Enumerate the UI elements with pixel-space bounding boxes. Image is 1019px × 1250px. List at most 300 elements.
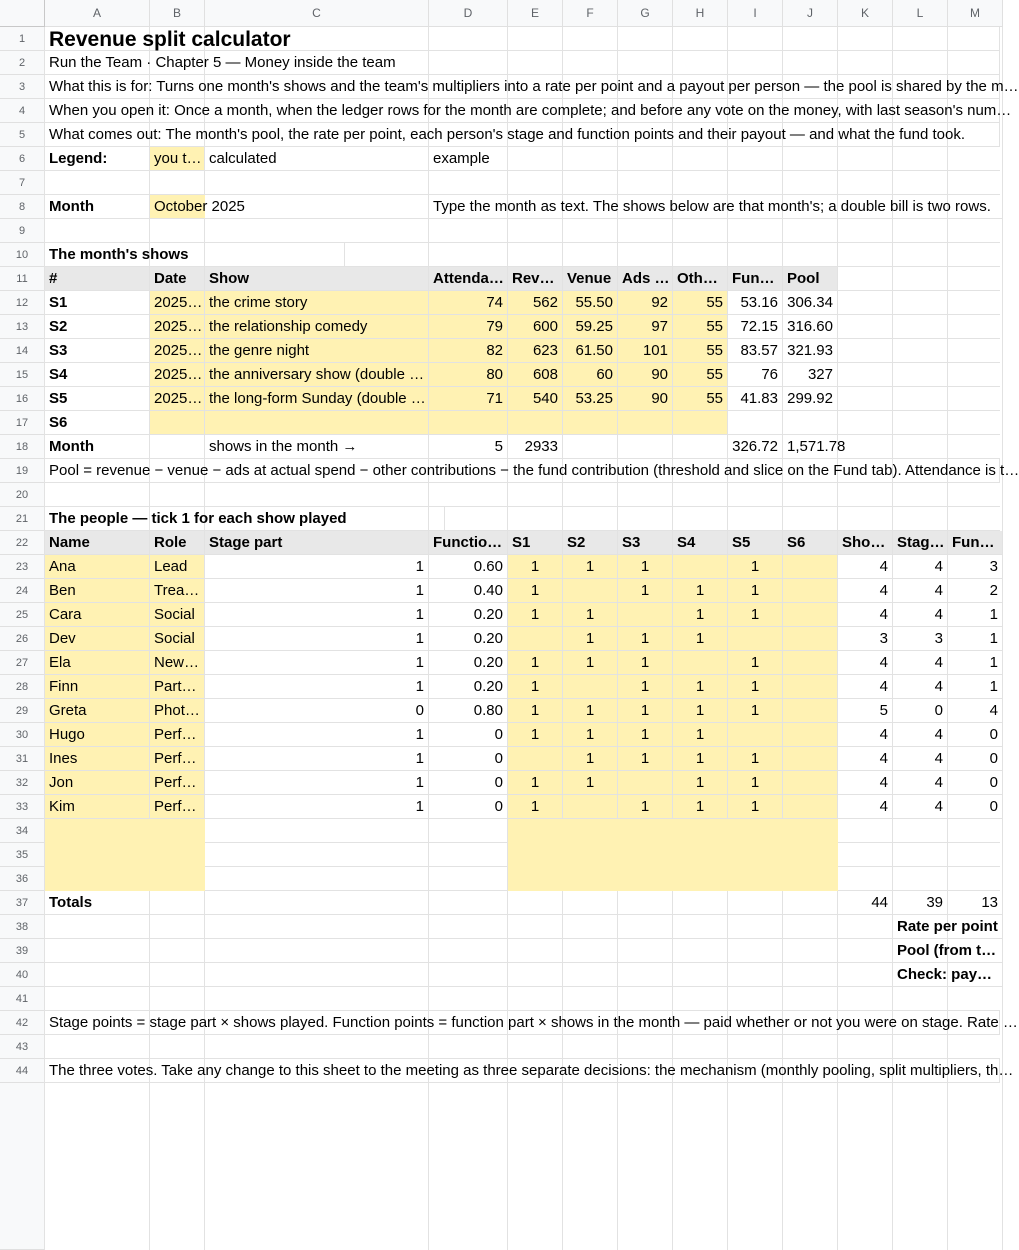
show-cell[interactable] — [508, 411, 563, 435]
row-header-40[interactable]: 40 — [0, 963, 45, 987]
show-tick[interactable]: 1 — [508, 699, 563, 723]
rate-per-point-label: Rate per point — [893, 915, 1003, 939]
person-cell[interactable]: 1 — [205, 675, 429, 699]
show-tick[interactable] — [728, 627, 783, 651]
show-tick[interactable]: 1 — [673, 627, 728, 651]
month-note: Type the month as text. The shows below are that month's; a double bill is two rows. — [429, 195, 1003, 219]
show-tick[interactable]: 1 — [508, 603, 563, 627]
show-tick[interactable]: 1 — [728, 771, 783, 795]
show-tick[interactable] — [783, 723, 838, 747]
person-cell[interactable]: 0.60 — [429, 555, 508, 579]
person-cell: 4 — [838, 555, 893, 579]
show-tick[interactable]: 1 — [508, 795, 563, 819]
row-header-27[interactable]: 27 — [0, 651, 45, 675]
show-cell[interactable]: 60 — [563, 363, 618, 387]
person-cell: 4 — [893, 747, 948, 771]
people-col-header: Functio… — [429, 531, 508, 555]
column-header-h[interactable]: H — [673, 0, 728, 27]
show-cell[interactable]: 2025… — [150, 363, 205, 387]
person-cell: 4 — [948, 699, 1003, 723]
shows-col-header: Oth… — [673, 267, 728, 291]
person-cell[interactable]: 0.80 — [429, 699, 508, 723]
person-cell[interactable]: 1 — [205, 603, 429, 627]
person-cell[interactable]: 1 — [205, 555, 429, 579]
show-tick[interactable]: 1 — [673, 699, 728, 723]
show-cell[interactable] — [618, 411, 673, 435]
column-header-j[interactable]: J — [783, 0, 838, 27]
person-cell: 3 — [948, 555, 1003, 579]
person-cell: 0 — [893, 699, 948, 723]
row-header-30[interactable]: 30 — [0, 723, 45, 747]
person-name[interactable]: Ines — [45, 747, 150, 771]
show-tick[interactable]: 1 — [563, 555, 618, 579]
people-col-header: S1 — [508, 531, 563, 555]
people-col-header: S3 — [618, 531, 673, 555]
show-tick[interactable] — [783, 579, 838, 603]
show-tick[interactable] — [563, 675, 618, 699]
show-tick[interactable] — [563, 579, 618, 603]
person-cell[interactable]: 1 — [205, 795, 429, 819]
pool-from-label: Pool (from t… — [893, 939, 1003, 963]
shows-col-header: Show — [205, 267, 429, 291]
person-cell: 4 — [838, 675, 893, 699]
show-tick[interactable]: 1 — [673, 795, 728, 819]
people-col-header: Name — [45, 531, 150, 555]
column-header-m[interactable]: M — [948, 0, 1003, 27]
row-header-11[interactable]: 11 — [0, 267, 45, 291]
show-cell[interactable]: 61.50 — [563, 339, 618, 363]
shows-month-arrow: shows in the month → — [205, 435, 429, 459]
show-cell: 327 — [783, 363, 838, 387]
person-cell: 4 — [838, 771, 893, 795]
shows-col-header: Ads … — [618, 267, 673, 291]
show-id: S1 — [45, 291, 150, 315]
show-tick[interactable] — [783, 651, 838, 675]
show-cell[interactable]: 623 — [508, 339, 563, 363]
month-input[interactable]: October 2025 — [150, 195, 429, 219]
row-header-18[interactable]: 18 — [0, 435, 45, 459]
page-title: Revenue split calculator — [45, 27, 1000, 51]
show-cell[interactable]: 55 — [673, 291, 728, 315]
totals-shows: 44 — [838, 891, 893, 915]
show-cell[interactable]: 600 — [508, 315, 563, 339]
person-cell[interactable]: 0 — [429, 771, 508, 795]
person-cell[interactable]: Lead — [150, 555, 205, 579]
person-cell: 4 — [893, 603, 948, 627]
person-name[interactable]: Dev — [45, 627, 150, 651]
column-header-d[interactable]: D — [429, 0, 508, 27]
person-name[interactable]: Greta — [45, 699, 150, 723]
select-all-corner[interactable] — [0, 0, 45, 27]
show-cell[interactable] — [563, 411, 618, 435]
show-tick[interactable]: 1 — [673, 603, 728, 627]
people-col-header: Role — [150, 531, 205, 555]
show-tick[interactable]: 1 — [563, 627, 618, 651]
person-cell[interactable]: 0 — [429, 723, 508, 747]
person-cell: 0 — [948, 747, 1003, 771]
row-header-43[interactable]: 43 — [0, 1035, 45, 1059]
person-cell: 0 — [948, 795, 1003, 819]
show-cell[interactable]: the relationship comedy — [205, 315, 429, 339]
show-tick[interactable] — [728, 723, 783, 747]
show-tick[interactable] — [783, 747, 838, 771]
show-cell[interactable]: 90 — [618, 363, 673, 387]
show-tick[interactable]: 1 — [618, 699, 673, 723]
column-header-a[interactable]: A — [45, 0, 150, 27]
show-cell: 83.57 — [728, 339, 783, 363]
person-cell: 4 — [838, 579, 893, 603]
row-header-29[interactable]: 29 — [0, 699, 45, 723]
show-cell[interactable]: 2025… — [150, 387, 205, 411]
show-tick[interactable]: 1 — [563, 747, 618, 771]
row-header-19[interactable]: 19 — [0, 459, 45, 483]
people-col-header: S4 — [673, 531, 728, 555]
column-header-f[interactable]: F — [563, 0, 618, 27]
shows-revenue-total: 2933 — [508, 435, 563, 459]
show-cell[interactable] — [205, 411, 429, 435]
person-cell: 4 — [838, 747, 893, 771]
show-cell[interactable]: 53.25 — [563, 387, 618, 411]
person-cell[interactable]: Trea… — [150, 579, 205, 603]
person-cell: 1 — [948, 603, 1003, 627]
people-col-header: Stag… — [893, 531, 948, 555]
show-cell[interactable]: 97 — [618, 315, 673, 339]
show-tick[interactable]: 1 — [618, 579, 673, 603]
show-tick[interactable]: 1 — [563, 723, 618, 747]
row-header-20[interactable]: 20 — [0, 483, 45, 507]
people-col-header: S5 — [728, 531, 783, 555]
person-cell[interactable]: Social — [150, 627, 205, 651]
person-cell: 4 — [838, 651, 893, 675]
show-cell[interactable]: 79 — [429, 315, 508, 339]
month-label: Month — [45, 195, 150, 219]
row-header-2[interactable]: 2 — [0, 51, 45, 75]
row-header-12[interactable]: 12 — [0, 291, 45, 315]
people-col-header: Fun… — [948, 531, 1003, 555]
show-tick[interactable]: 1 — [618, 555, 673, 579]
row-header-filler — [0, 1083, 45, 1250]
person-name[interactable]: Finn — [45, 675, 150, 699]
show-cell[interactable]: 55 — [673, 339, 728, 363]
show-tick[interactable]: 1 — [728, 747, 783, 771]
person-cell[interactable]: Social — [150, 603, 205, 627]
show-tick[interactable]: 1 — [728, 651, 783, 675]
grid-line-horizontal — [45, 938, 1000, 939]
totals-stage: 39 — [893, 891, 948, 915]
person-cell: 1 — [948, 627, 1003, 651]
row-header-24[interactable]: 24 — [0, 579, 45, 603]
show-tick[interactable]: 1 — [728, 555, 783, 579]
show-cell[interactable]: 80 — [429, 363, 508, 387]
purpose-text: What this is for: Turns one month's shows and the team's multipliers into a rate per point and a payout per person — the pool is shared by the m… — [45, 75, 1000, 99]
person-cell: 4 — [893, 675, 948, 699]
show-cell[interactable]: 540 — [508, 387, 563, 411]
show-cell: 76 — [728, 363, 783, 387]
show-tick[interactable] — [673, 651, 728, 675]
show-cell: 316.60 — [783, 315, 838, 339]
person-cell: 0 — [948, 771, 1003, 795]
show-cell[interactable]: 55.50 — [563, 291, 618, 315]
row-header-31[interactable]: 31 — [0, 747, 45, 771]
shows-col-header: Date — [150, 267, 205, 291]
person-cell[interactable]: 0.20 — [429, 603, 508, 627]
show-tick[interactable]: 1 — [508, 555, 563, 579]
show-cell[interactable] — [429, 411, 508, 435]
show-cell[interactable]: 55 — [673, 387, 728, 411]
show-tick[interactable] — [783, 603, 838, 627]
show-cell: 321.93 — [783, 339, 838, 363]
column-header-l[interactable]: L — [893, 0, 948, 27]
row-header-16[interactable]: 16 — [0, 387, 45, 411]
column-header-g[interactable]: G — [618, 0, 673, 27]
show-tick[interactable]: 1 — [508, 675, 563, 699]
show-cell[interactable]: 101 — [618, 339, 673, 363]
shows-col-header: Pool — [783, 267, 838, 291]
totals-label: Totals — [45, 891, 150, 915]
show-tick[interactable]: 1 — [618, 627, 673, 651]
show-cell[interactable]: 562 — [508, 291, 563, 315]
person-cell[interactable]: Perf… — [150, 723, 205, 747]
row-header-17[interactable]: 17 — [0, 411, 45, 435]
row-header-21[interactable]: 21 — [0, 507, 45, 531]
row-header-38[interactable]: 38 — [0, 915, 45, 939]
person-cell[interactable]: 0 — [429, 747, 508, 771]
person-name[interactable]: Hugo — [45, 723, 150, 747]
person-cell[interactable]: 1 — [205, 579, 429, 603]
show-tick[interactable]: 1 — [728, 579, 783, 603]
person-name[interactable]: Ela — [45, 651, 150, 675]
row-header-39[interactable]: 39 — [0, 939, 45, 963]
column-header-i[interactable]: I — [728, 0, 783, 27]
show-tick[interactable] — [783, 555, 838, 579]
row-header-37[interactable]: 37 — [0, 891, 45, 915]
show-tick[interactable] — [508, 747, 563, 771]
person-cell: 4 — [838, 603, 893, 627]
show-tick[interactable]: 1 — [673, 723, 728, 747]
show-tick[interactable]: 1 — [563, 771, 618, 795]
show-tick[interactable] — [783, 699, 838, 723]
show-cell — [728, 411, 783, 435]
person-cell[interactable]: 0.40 — [429, 579, 508, 603]
row-header-14[interactable]: 14 — [0, 339, 45, 363]
pool-total: 1,571.78 — [783, 435, 838, 459]
shows-month-label: Month — [45, 435, 150, 459]
show-tick[interactable]: 1 — [728, 795, 783, 819]
show-tick[interactable]: 1 — [618, 795, 673, 819]
row-header-9[interactable]: 9 — [0, 219, 45, 243]
row-header-32[interactable]: 32 — [0, 771, 45, 795]
row-header-15[interactable]: 15 — [0, 363, 45, 387]
row-header-6[interactable]: 6 — [0, 147, 45, 171]
show-tick[interactable]: 1 — [563, 603, 618, 627]
show-cell[interactable]: 2025… — [150, 315, 205, 339]
show-tick[interactable]: 1 — [673, 747, 728, 771]
row-header-36[interactable]: 36 — [0, 867, 45, 891]
row-header-4[interactable]: 4 — [0, 99, 45, 123]
votes-note: The three votes. Take any change to this sheet to the meeting as three separate decisions: the mechanism (monthly pooling, split multipliers, th… — [45, 1059, 1000, 1083]
show-tick[interactable] — [563, 795, 618, 819]
person-cell[interactable]: New… — [150, 651, 205, 675]
person-cell[interactable]: Perf… — [150, 795, 205, 819]
show-tick[interactable]: 1 — [673, 675, 728, 699]
person-cell: 4 — [838, 723, 893, 747]
row-header-22[interactable]: 22 — [0, 531, 45, 555]
stage-points-note: Stage points = stage part × shows played. Function points = function part × shows in the month — paid whether or not you were on stage. Rate … — [45, 1011, 1000, 1035]
person-cell: 1 — [948, 651, 1003, 675]
show-tick[interactable]: 1 — [563, 699, 618, 723]
row-header-28[interactable]: 28 — [0, 675, 45, 699]
show-tick[interactable] — [618, 771, 673, 795]
person-cell: 4 — [893, 795, 948, 819]
check-payout-label: Check: pay… — [893, 963, 1003, 987]
show-tick[interactable] — [783, 795, 838, 819]
person-cell: 4 — [893, 579, 948, 603]
person-cell[interactable]: Phot… — [150, 699, 205, 723]
person-cell: 0 — [948, 723, 1003, 747]
show-cell[interactable]: 55 — [673, 315, 728, 339]
show-cell: 72.15 — [728, 315, 783, 339]
person-cell[interactable]: 0 — [205, 699, 429, 723]
row-header-8[interactable]: 8 — [0, 195, 45, 219]
person-cell[interactable]: Perf… — [150, 771, 205, 795]
show-tick[interactable]: 1 — [618, 651, 673, 675]
row-header-41[interactable]: 41 — [0, 987, 45, 1011]
people-col-header: Stage part — [205, 531, 429, 555]
show-tick[interactable]: 1 — [673, 579, 728, 603]
person-name[interactable]: Cara — [45, 603, 150, 627]
show-cell[interactable]: 71 — [429, 387, 508, 411]
show-tick[interactable]: 1 — [618, 723, 673, 747]
show-tick[interactable]: 1 — [728, 603, 783, 627]
legend-calculated: calculated — [205, 147, 429, 171]
show-cell[interactable]: 2025… — [150, 339, 205, 363]
people-col-header: Sho… — [838, 531, 893, 555]
row-header-26[interactable]: 26 — [0, 627, 45, 651]
column-header-b[interactable]: B — [150, 0, 205, 27]
shows-count: 5 — [429, 435, 508, 459]
show-cell[interactable] — [150, 411, 205, 435]
show-tick[interactable] — [673, 555, 728, 579]
person-cell: 2 — [948, 579, 1003, 603]
person-cell[interactable]: 1 — [205, 747, 429, 771]
show-cell[interactable] — [673, 411, 728, 435]
grid-line-horizontal — [45, 962, 1000, 963]
show-cell[interactable]: 92 — [618, 291, 673, 315]
totals-function: 13 — [948, 891, 1003, 915]
row-header-33[interactable]: 33 — [0, 795, 45, 819]
legend-label: Legend: — [45, 147, 150, 171]
show-id: S3 — [45, 339, 150, 363]
grid-line-horizontal — [45, 986, 1000, 987]
when-to-open-text: When you open it: Once a month, when the ledger rows for the month are complete; and before any vote on the money, with last season's num… — [45, 99, 1000, 123]
show-tick[interactable] — [783, 627, 838, 651]
row-header-1[interactable]: 1 — [0, 27, 45, 51]
show-cell[interactable]: 55 — [673, 363, 728, 387]
row-header-13[interactable]: 13 — [0, 315, 45, 339]
legend-example: example — [429, 147, 563, 171]
show-tick[interactable]: 1 — [508, 579, 563, 603]
show-tick[interactable] — [618, 603, 673, 627]
shows-col-header: # — [45, 267, 150, 291]
people-col-header: S2 — [563, 531, 618, 555]
show-tick[interactable]: 1 — [618, 675, 673, 699]
show-cell[interactable]: 2025… — [150, 291, 205, 315]
person-cell: 5 — [838, 699, 893, 723]
row-header-10[interactable]: 10 — [0, 243, 45, 267]
show-cell[interactable]: the crime story — [205, 291, 429, 315]
shows-col-header: Attenda… — [429, 267, 508, 291]
show-cell[interactable]: the genre night — [205, 339, 429, 363]
person-cell[interactable]: 1 — [205, 771, 429, 795]
legend-input-swatch: you t… — [150, 147, 205, 171]
person-cell: 4 — [893, 723, 948, 747]
row-header-35[interactable]: 35 — [0, 843, 45, 867]
column-header-e[interactable]: E — [508, 0, 563, 27]
person-name[interactable]: Ana — [45, 555, 150, 579]
person-cell: 4 — [893, 771, 948, 795]
person-cell[interactable]: Part… — [150, 675, 205, 699]
show-cell[interactable]: the anniversary show (double … — [205, 363, 429, 387]
person-cell: 4 — [893, 555, 948, 579]
show-cell[interactable]: 90 — [618, 387, 673, 411]
shows-col-header: Rev… — [508, 267, 563, 291]
row-header-42[interactable]: 42 — [0, 1011, 45, 1035]
show-tick[interactable]: 1 — [508, 771, 563, 795]
show-tick[interactable] — [783, 675, 838, 699]
show-tick[interactable]: 1 — [728, 675, 783, 699]
row-header-7[interactable]: 7 — [0, 171, 45, 195]
show-tick[interactable]: 1 — [563, 651, 618, 675]
row-header-3[interactable]: 3 — [0, 75, 45, 99]
show-tick[interactable] — [508, 627, 563, 651]
person-cell[interactable]: 0.20 — [429, 675, 508, 699]
row-header-34[interactable]: 34 — [0, 819, 45, 843]
person-cell[interactable]: 0 — [429, 795, 508, 819]
person-cell[interactable]: 1 — [205, 723, 429, 747]
show-cell[interactable]: 59.25 — [563, 315, 618, 339]
person-cell[interactable]: Perf… — [150, 747, 205, 771]
show-cell[interactable]: 74 — [429, 291, 508, 315]
show-cell[interactable]: 82 — [429, 339, 508, 363]
person-name[interactable]: Kim — [45, 795, 150, 819]
show-tick[interactable]: 1 — [728, 699, 783, 723]
show-tick[interactable] — [783, 771, 838, 795]
show-id: S5 — [45, 387, 150, 411]
person-cell[interactable]: 1 — [205, 651, 429, 675]
person-cell[interactable]: 0.20 — [429, 651, 508, 675]
row-header-23[interactable]: 23 — [0, 555, 45, 579]
show-tick[interactable]: 1 — [673, 771, 728, 795]
show-id: S6 — [45, 411, 150, 435]
show-cell[interactable]: 608 — [508, 363, 563, 387]
person-name[interactable]: Jon — [45, 771, 150, 795]
shows-section-title: The month's shows — [45, 243, 345, 267]
show-tick[interactable]: 1 — [508, 723, 563, 747]
column-header-c[interactable]: C — [205, 0, 429, 27]
row-header-25[interactable]: 25 — [0, 603, 45, 627]
row-header-5[interactable]: 5 — [0, 123, 45, 147]
show-tick[interactable]: 1 — [618, 747, 673, 771]
show-tick[interactable]: 1 — [508, 651, 563, 675]
person-cell[interactable]: 1 — [205, 627, 429, 651]
person-cell[interactable]: 0.20 — [429, 627, 508, 651]
people-col-header: S6 — [783, 531, 838, 555]
show-cell[interactable]: the long-form Sunday (double … — [205, 387, 429, 411]
person-cell: 3 — [893, 627, 948, 651]
column-header-k[interactable]: K — [838, 0, 893, 27]
person-name[interactable]: Ben — [45, 579, 150, 603]
row-header-44[interactable]: 44 — [0, 1059, 45, 1083]
